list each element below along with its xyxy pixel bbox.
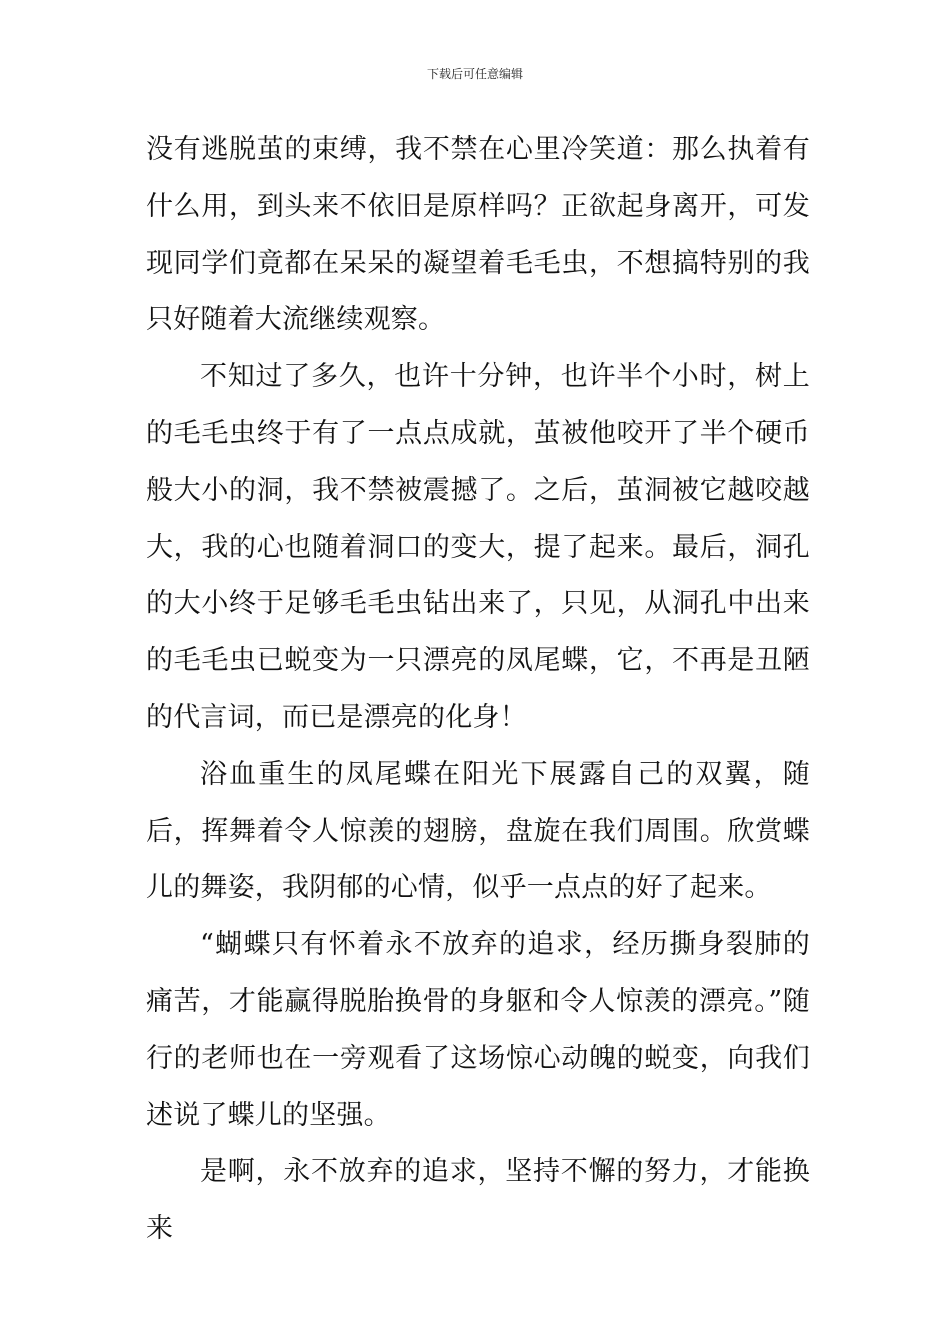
paragraph-2: 不知过了多久，也许十分钟，也许半个小时，树上的毛毛虫终于有了一点点成就，茧被他咬开了半个硬币般大小的洞，我不禁被震撼了。之后，茧洞被它越咬越大，我的心也随着洞口的变大，提了起来。最后，洞孔的大小终于足够毛毛虫钻出来了，只见，从洞孔中出来的毛毛虫已蜕变为一只漂亮的凤尾蝶，它，不再是丑陋的代言词，而已是漂亮的化身！	[146, 361, 810, 733]
article-body	[146, 122, 810, 1258]
paragraph-1: 没有逃脱茧的束缚，我不禁在心里冷笑道：那么执着有什么用，到头来不依旧是原样吗？正欲起身离开，可发现同学们竟都在呆呆的凝望着毛毛虫，不想搞特别的我只好随着大流继续观察。	[146, 134, 810, 336]
page-header: 下载后可任意编辑	[426, 67, 523, 81]
paragraph-5: 是啊，永不放弃的追求，坚持不懈的努力，才能换来	[146, 1156, 810, 1245]
paragraph-4: “蝴蝶只有怀着永不放弃的追求，经历撕身裂肺的痛苦，才能赢得脱胎换骨的身躯和令人惊羡的漂亮。”随行的老师也在一旁观看了这场惊心动魄的蜕变，向我们述说了蝶儿的坚强。	[146, 929, 810, 1131]
paragraph-3: 浴血重生的凤尾蝶在阳光下展露自己的双翼，随后，挥舞着令人惊羡的翅膀，盘旋在我们周围。欣赏蝶儿的舞姿，我阴郁的心情，似乎一点点的好了起来。	[146, 758, 810, 904]
